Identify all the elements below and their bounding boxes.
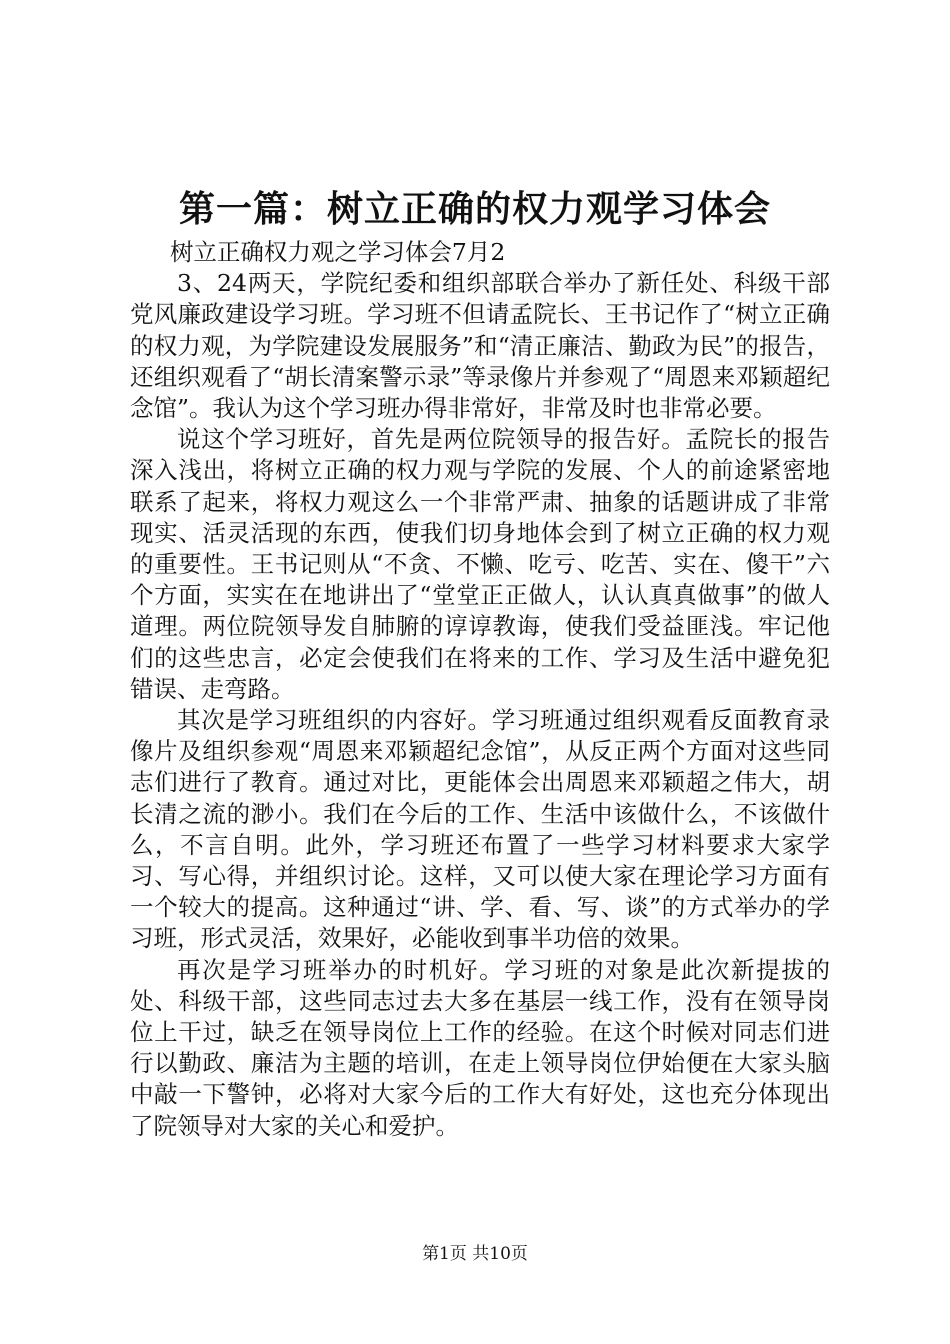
paragraph-1: 3、24两天，学院纪委和组织部联合举办了新任处、科级干部党风廉政建设学习班。学习班不但请孟院长、王书记作了“树立正确的权力观，为学院建设发展服务”和“清正廉洁、勤政为民”的报告，还组织观看了“胡长清案警示录”等录像片并参观了“周恩来邓颖超纪念馆”。我认为这个学习班办得非常好，非常及时也非常必要。 — [130, 269, 830, 423]
document-body — [130, 237, 830, 1142]
page-number-footer: 第1页 共10页 — [422, 1244, 528, 1264]
document-title: 第一篇：树立正确的权力观学习体会 — [178, 188, 771, 230]
paragraph-3: 其次是学习班组织的内容好。学习班通过组织观看反面教育录像片及组织参观“周恩来邓颖超纪念馆”，从反正两个方面对这些同志们进行了教育。通过对比，更能体会出周恩来邓颖超之伟大，胡长清之流的渺小。我们在今后的工作、生活中该做什么，不该做什么，不言自明。此外，学习班还布置了一些学习材料要求大家学习、写心得，并组织讨论。这样，又可以使大家在理论学习方面有一个较大的提高。这种通过“讲、学、看、写、谈”的方式举办的学习班，形式灵活，效果好，必能收到事半功倍的效果。 — [130, 706, 830, 953]
document-subtitle: 树立正确权力观之学习体会7月2 — [169, 238, 506, 266]
paragraph-4: 再次是学习班举办的时机好。学习班的对象是此次新提拔的处、科级干部，这些同志过去大多在基层一线工作，没有在领导岗位上干过，缺乏在领导岗位上工作的经验。在这个时候对同志们进行以勤政、廉洁为主题的培训，在走上领导岗位伊始便在大家头脑中敲一下警钟，必将对大家今后的工作大有好处，这也充分体现出了院领导对大家的关心和爱护。 — [130, 955, 830, 1140]
paragraph-2: 说这个学习班好，首先是两位院领导的报告好。孟院长的报告深入浅出，将树立正确的权力观与学院的发展、个人的前途紧密地联系了起来，将权力观这么一个非常严肃、抽象的话题讲成了非常现实、活灵活现的东西，使我们切身地体会到了树立正确的权力观的重要性。王书记则从“不贪、不懒、吃亏、吃苦、实在、傻干”六个方面，实实在在地讲出了“堂堂正正做人，认认真真做事”的做人道理。两位院领导发自肺腑的谆谆教诲，使我们受益匪浅。牢记他们的这些忠言，必定会使我们在将来的工作、学习及生活中避免犯错误、走弯路。 — [130, 425, 830, 703]
